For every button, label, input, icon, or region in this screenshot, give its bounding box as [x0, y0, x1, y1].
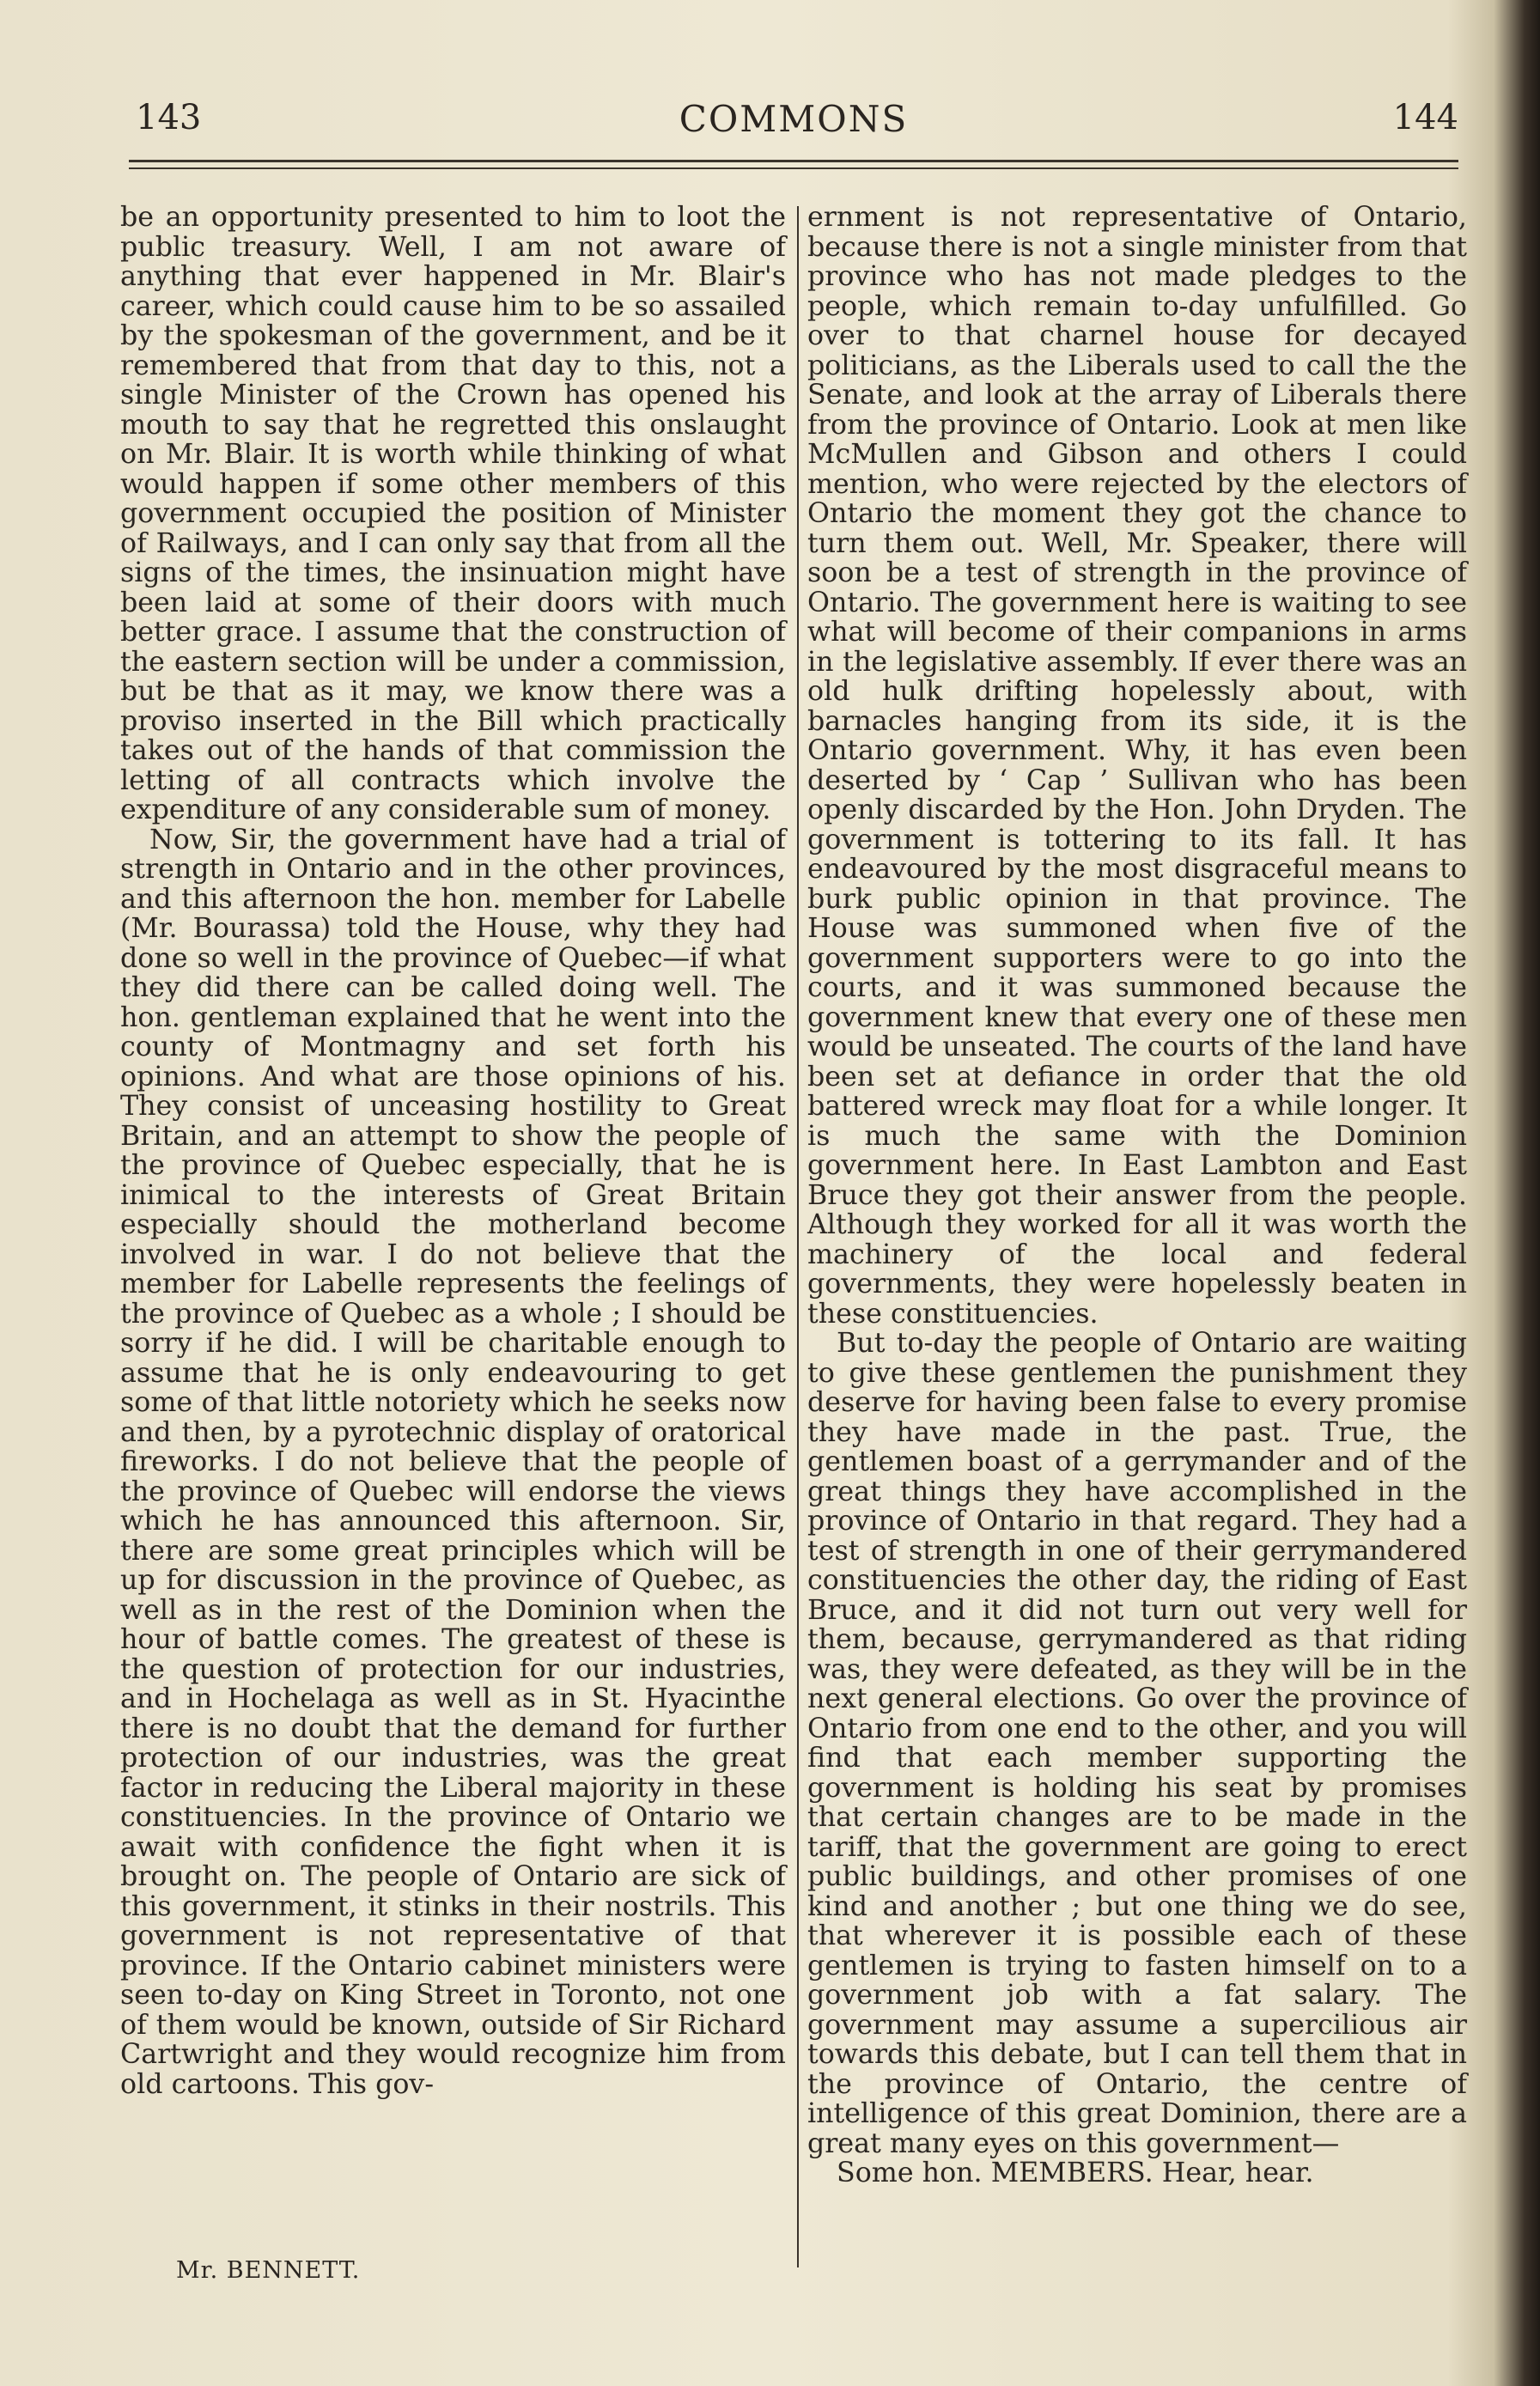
page-header [129, 93, 1458, 144]
speaker-footer: Mr. BENNETT. [176, 2257, 361, 2284]
right-column [807, 203, 1467, 2188]
paragraph: But to-day the people of Ontario are waiting to give these gentlemen the punishment they deserve for having been false to every promise they have made in the past. True, the gentlemen boast of a gerrymander and of the great things they have accomplished in the province of Ontario in that regard. They had a test of strength in one of their gerrymandered constituencies the other day, the riding of East Bruce, and it did not turn out very well for them, because, gerrymandered as that riding was, they were defeated, as they will be in the next general elections. Go over the province of Ontario from one end to the other, and you will find that each member supporting the government is holding his seat by promises that certain changes are to be made in the tariff, that the government are going to erect public buildings, and other promises of one kind and another ; but one thing we do see, that wherever it is possible each of these gentlemen is trying to fasten himself on to a government job with a fat salary. The government may assume a supercilious air towards this debate, but I can tell them that in the province of Ontario, the centre of intelligence of this great Dominion, there are a great many eyes on this government— [807, 1328, 1467, 2159]
column-divider [797, 206, 799, 2267]
left-column [120, 203, 786, 2099]
page-number-right: 144 [1392, 98, 1458, 137]
paragraph: ernment is not representative of Ontario, because there is not a single minister from that province who has not made pledges to the people, which remain to-day unfulfilled. Go over to that charnel house for decayed politicians, as the Liberals used to call the the Senate, and look at the array of Liberals there from the province of Ontario. Look at men like McMullen and Gibson and others I could mention, who were rejected by the electors of Ontario the moment they got the chance to turn them out. Well, Mr. Speaker, there will soon be a test of strength in the province of Ontario. The government here is waiting to see what will become of their companions in arms in the legislative assembly. If ever there was an old hulk drifting hopelessly about, with barnacles hanging from its side, it is the Ontario government. Why, it has even been deserted by ‘ Cap ’ Sullivan who has been openly discarded by the Hon. John Dryden. The government is tottering to its fall. It has endeavoured by the most disgraceful means to burk public opinion in that province. The House was summoned when five of the government supporters were to go into the courts, and it was summoned because the government knew that every one of these men would be unseated. The courts of the land have been set at defiance in order that the old battered wreck may float for a while longer. It is much the same with the Dominion government here. In East Lambton and East Bruce they got their answer from the people. Although they worked for all it was worth the machinery of the local and federal governments, they were hopelessly beaten in these constituencies. [807, 202, 1467, 1330]
paragraph: Some hon. MEMBERS. Hear, hear. [837, 2158, 1314, 2188]
header-rule [129, 160, 1458, 169]
paragraph: Now, Sir, the government have had a trial of strength in Ontario and in the other provinces, and this afternoon the hon. member for Labelle (Mr. Bourassa) told the House, why they had done so well in the province of Quebec—if what they did there can be called doing well. The hon. gentleman explained that he went into the county of Montmagny and set forth his opinions. And what are those opinions of his. They consist of unceasing hostility to Great Britain, and an attempt to show the people of the province of Quebec especially, that he is inimical to the interests of Great Britain especially should the motherland become involved in war. I do not believe that the member for Labelle represents the feelings of the province of Quebec as a whole ; I should be sorry if he did. I will be charitable enough to assume that he is only endeavouring to get some of that little notoriety which he seeks now and then, by a pyrotechnic display of oratorical fireworks. I do not believe that the people of the province of Quebec will endorse the views which he has announced this afternoon. Sir, there are some great principles which will be up for discussion in the province of Quebec, as well as in the rest of the Dominion when the hour of battle comes. The greatest of these is the question of protection for our industries, and in Hochelaga as well as in St. Hyacinthe there is no doubt that the demand for further protection of our industries, was the great factor in reducing the Liberal majority in these constituencies. In the province of Ontario we await with confidence the fight when it is brought on. The people of Ontario are sick of this government, it stinks in their nostrils. This government is not representative of that province. If the Ontario cabinet ministers were seen to-day on King Street in Toronto, not one of them would be known, outside of Sir Richard Cartwright and they would recognize him from old cartoons. This gov- [120, 824, 786, 2100]
page-title: COMMONS [679, 98, 909, 140]
page-number-left: 143 [136, 98, 202, 137]
paragraph: be an opportunity presented to him to loot the public treasury. Well, I am not aware of anything that ever happened in Mr. Blair's career, which could cause him to be so assailed by the spokesman of the government, and be it remembered that from that day to this, not a single Minister of the Crown has opened his mouth to say that he regretted this onslaught on Mr. Blair. It is worth while thinking of what would happen if some other members of this government occupied the position of Minister of Railways, and I can only say that from all the signs of the times, the insinuation might have been laid at some of their doors with much better grace. I assume that the construction of the eastern section will be under a commission, but be that as it may, we know there was a proviso inserted in the Bill which practically takes out of the hands of that commission the letting of all contracts which involve the expenditure of any considerable sum of money. [120, 202, 786, 825]
